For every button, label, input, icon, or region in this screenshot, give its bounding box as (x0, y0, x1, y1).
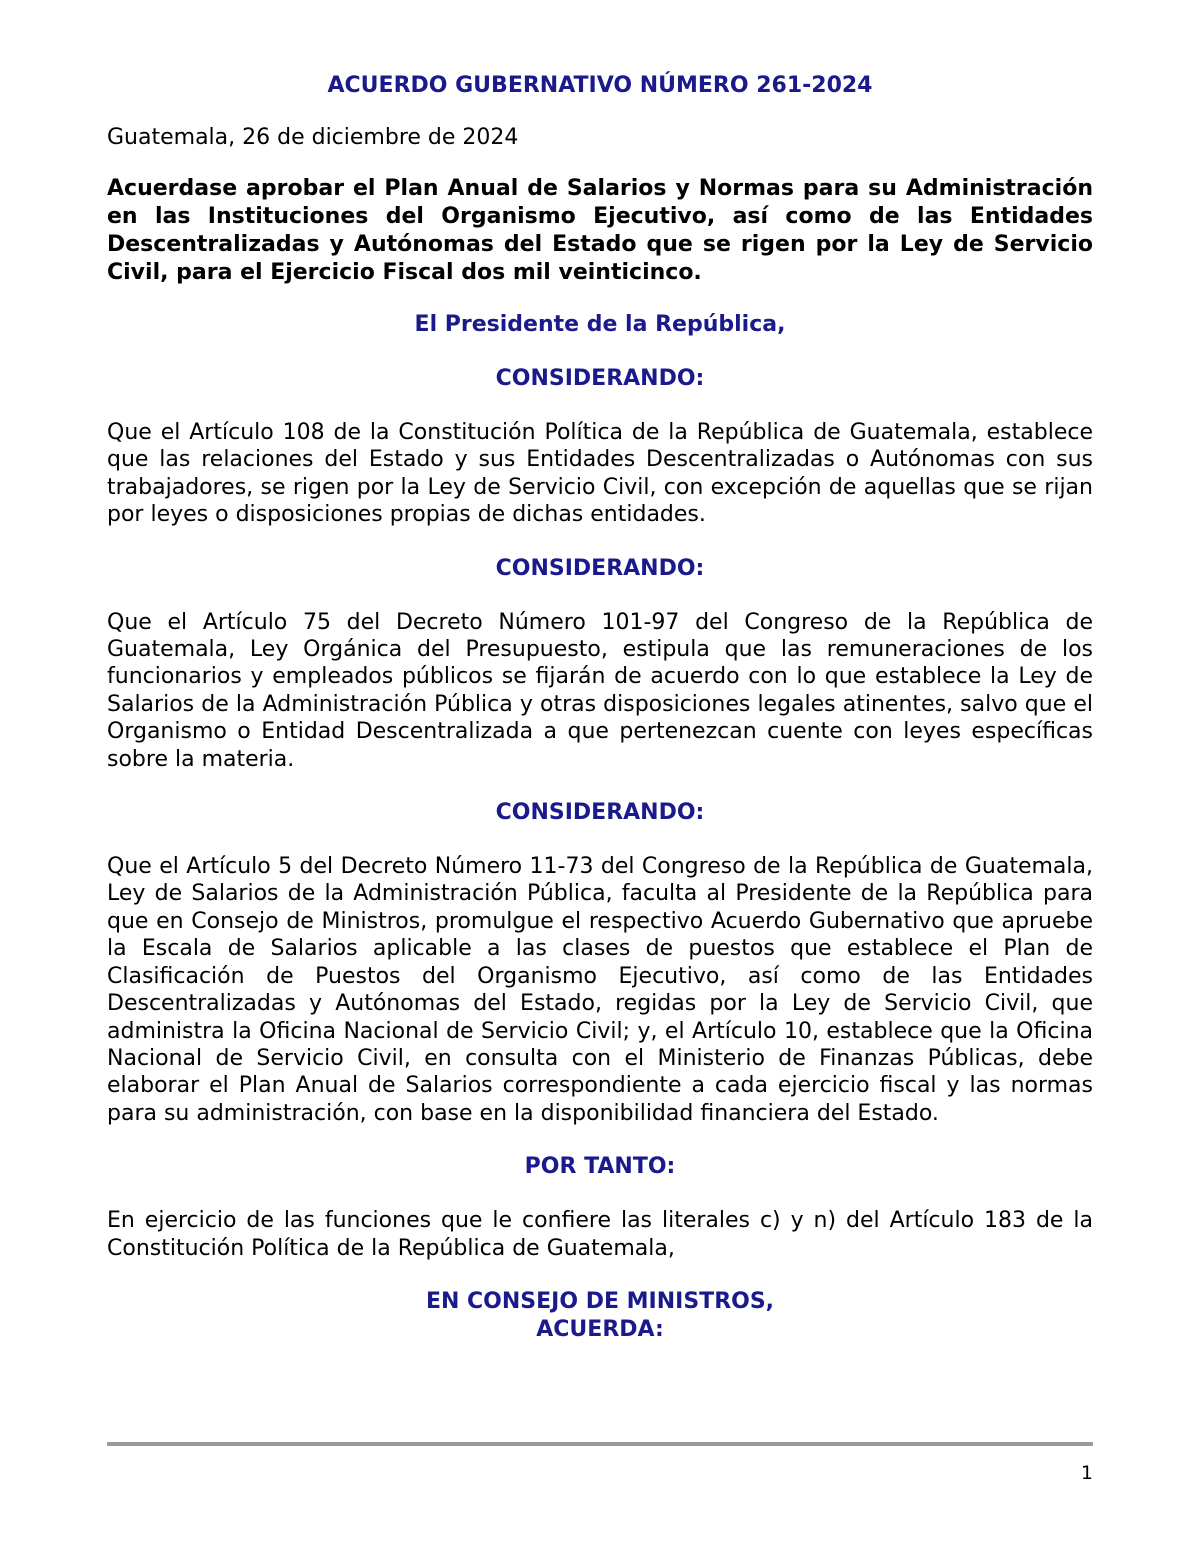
considerando-2-heading: CONSIDERANDO: (495, 555, 705, 581)
por-tanto-paragraph: En ejercicio de las funciones que le confiere las literales c) y n) del Artículo 183 de la Constitución Política de la República de Guatemala, (107, 1208, 1093, 1261)
summary-paragraph: Acuerdase aprobar el Plan Anual de Salarios y Normas para su Administración en las Instituciones del Organismo Ejecutivo, así como de las Entidades Descentralizadas y Autónomas del Estado que se rigen por la Ley de Servicio Civil, para el Ejercicio Fiscal dos mil veinticinco. (107, 176, 1093, 285)
date-line: Guatemala, 26 de diciembre de 2024 (107, 125, 519, 150)
document-title: ACUERDO GUBERNATIVO NÚMERO 261-2024 (327, 73, 873, 98)
document-body (107, 72, 1093, 1344)
page-number: 1 (1080, 1462, 1093, 1484)
considerando-2-paragraph: Que el Artículo 75 del Decreto Número 101-97 del Congreso de la República de Guatemala, Ley Orgánica del Presupuesto, estipula que las remuneraciones de los funcionarios y empleados públicos se fijarán de acuerdo con lo que establece la Ley de Salarios de la Administración Pública y otras disposiciones legales atinentes, salvo que el Organismo o Entidad Descentralizada a que pertenezcan cuente con leyes específicas sobre la materia. (107, 609, 1093, 772)
por-tanto-heading: POR TANTO: (524, 1154, 676, 1180)
considerando-1-heading: CONSIDERANDO: (495, 366, 705, 391)
considerando-3-heading: CONSIDERANDO: (495, 800, 705, 826)
considerando-3-paragraph: Que el Artículo 5 del Decreto Número 11-73 del Congreso de la República de Guatemala, Ley de Salarios de la Administración Pública, faculta al Presidente de la República para que en Consejo de Ministros, promulgue el respectivo Acuerdo Gubernativo que apruebe la Escala de Salarios aplicable a las clases de puestos que establece el Plan de Clasificación de Puestos del Organismo Ejecutivo, así como de las Entidades Descentralizadas y Autónomas del Estado, regidas por la Ley de Servicio Civil, que administra la Oficina Nacional de Servicio Civil; y, el Artículo 10, establece que la Oficina Nacional de Servicio Civil, en consulta con el Ministerio de Finanzas Públicas, debe elaborar el Plan Anual de Salarios correspondiente a cada ejercicio fiscal y las normas para su administración, con base en la disponibilidad financiera del Estado. (107, 854, 1093, 1126)
president-heading: El Presidente de la República, (414, 312, 786, 337)
consejo-heading: EN CONSEJO DE MINISTROS, (425, 1288, 775, 1314)
considerando-1-paragraph: Que el Artículo 108 de la Constitución Política de la República de Guatemala, establece que las relaciones del Estado y sus Entidades Descentralizadas o Autónomas con sus trabajadores, se rigen por la Ley de Servicio Civil, con excepción de aquellas que se rijan por leyes o disposiciones propias de dichas entidades. (107, 420, 1093, 528)
footer-divider (107, 1442, 1093, 1446)
acuerda-heading: ACUERDA: (536, 1316, 664, 1342)
